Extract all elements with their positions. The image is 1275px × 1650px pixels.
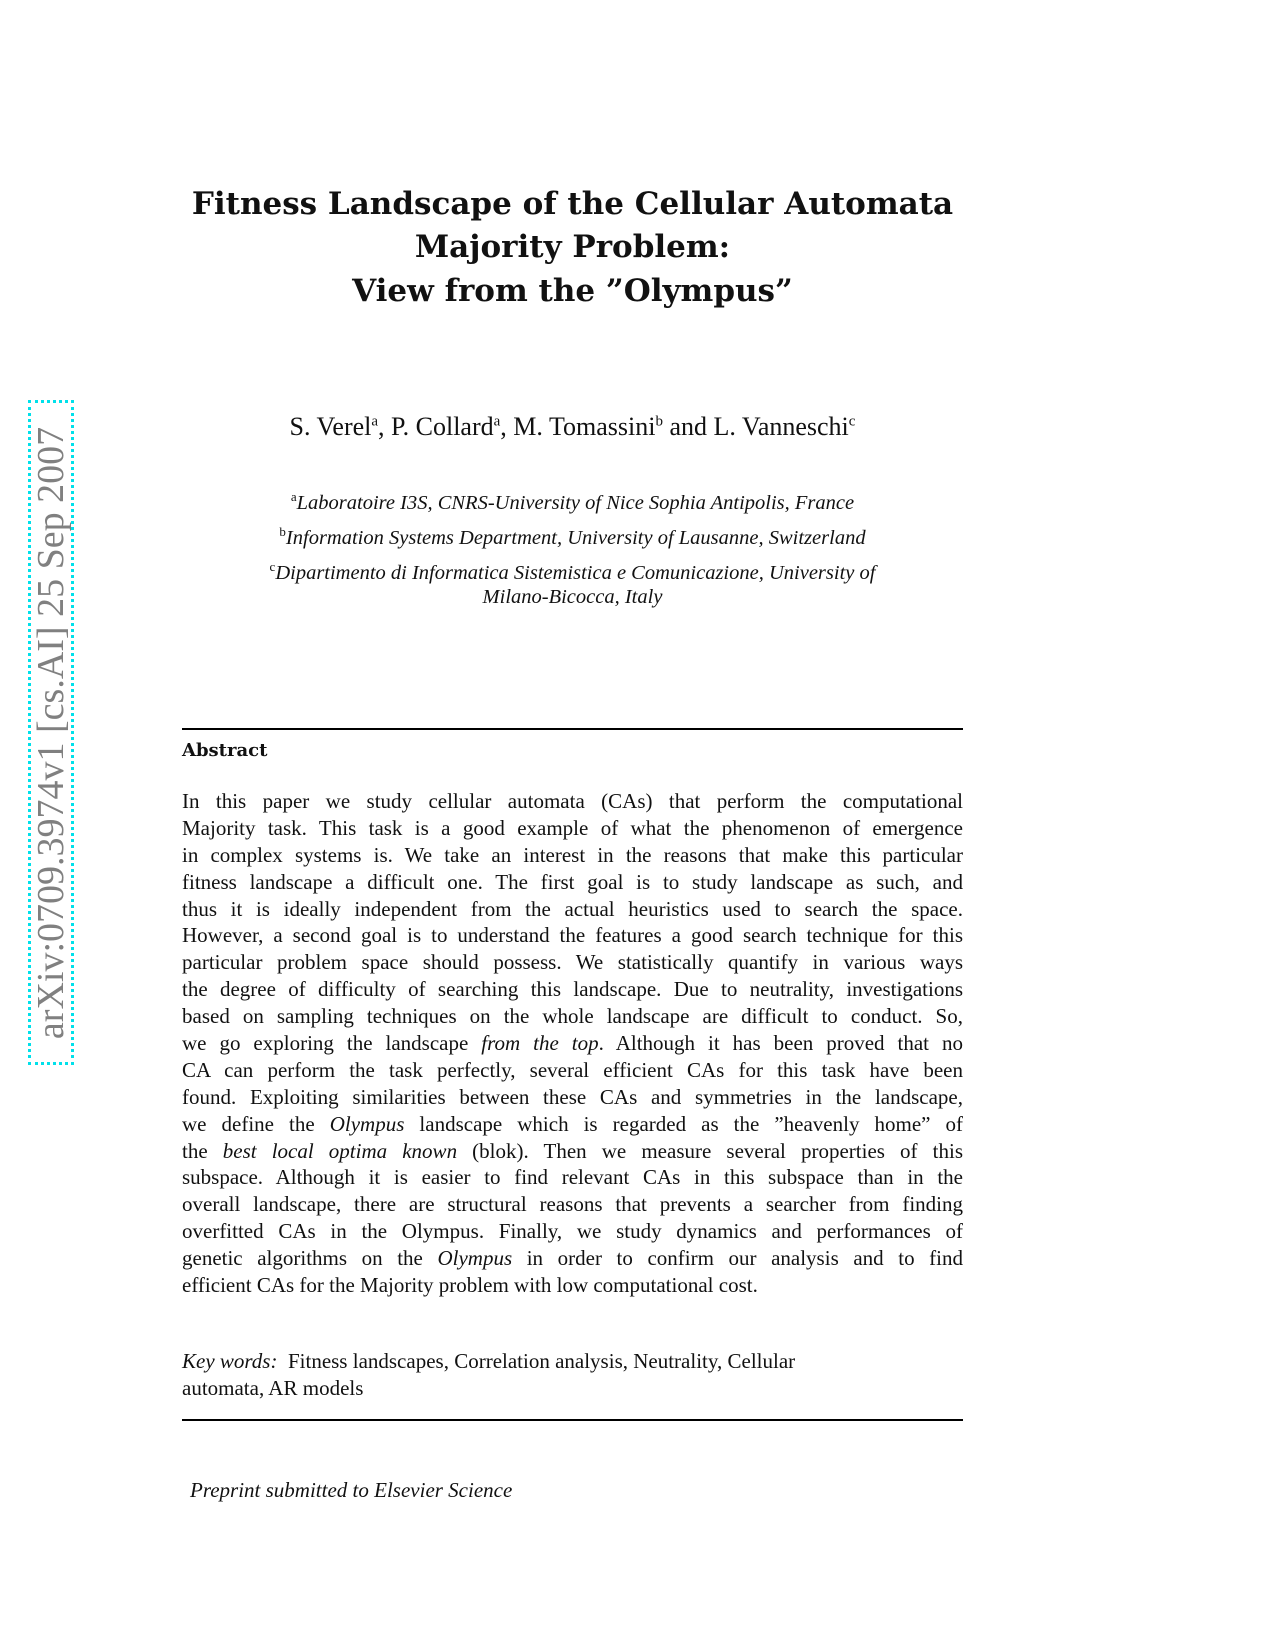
- affiliation-c-continued: Milano-Bicocca, Italy: [482, 586, 663, 608]
- affiliation-mark: a: [493, 413, 501, 430]
- abstract-line: [182, 842, 963, 869]
- abstract-line: [182, 1218, 963, 1245]
- author-name: L. Vanneschi: [713, 412, 849, 441]
- abstract-line: [182, 1272, 963, 1299]
- affiliation-a: [0, 489, 1145, 515]
- abstract-text: the: [182, 1138, 223, 1163]
- top-rule: [182, 728, 963, 730]
- separator: ,: [378, 412, 392, 441]
- abstract-text: the degree of difficulty of searching this landscape. Due to neutrality, investigations: [182, 977, 963, 1002]
- abstract-text: fitness landscape a difficult one. The first goal is to study landscape as such, and: [182, 869, 963, 894]
- affiliation-mark: a: [290, 489, 297, 504]
- title-line-2: Majority Problem:: [414, 229, 731, 265]
- abstract-text: based on sampling techniques on the whole landscape are difficult to conduct. So,: [182, 1004, 963, 1029]
- abstract-body: [182, 788, 963, 1299]
- abstract-text: However, a second goal is to understand the features a good search technique for this: [182, 923, 963, 948]
- abstract-heading: Abstract: [182, 740, 268, 761]
- abstract-text: we define the: [182, 1111, 330, 1136]
- separator: and: [662, 412, 714, 441]
- abstract-line: [182, 1111, 963, 1138]
- abstract-text: efficient CAs for the Majority problem with low computational cost.: [182, 1273, 758, 1298]
- affiliation-mark: b: [279, 524, 286, 539]
- abstract-text: overall landscape, there are structural reasons that prevents a searcher from finding: [182, 1192, 963, 1217]
- abstract-text: subspace. Although it is easier to find relevant CAs in this subspace than in the: [182, 1165, 963, 1190]
- abstract-text: landscape which is regarded as the ”heavenly home” of: [404, 1111, 963, 1136]
- abstract-line: [182, 976, 963, 1003]
- abstract-line: [182, 1164, 963, 1191]
- abstract-text: CA can perform the task perfectly, several efficient CAs for this task have been: [182, 1057, 963, 1082]
- affiliation-mark: c: [269, 559, 276, 574]
- abstract-text: In this paper we study cellular automata (CAs) that perform the computational: [182, 789, 963, 813]
- abstract-text: particular problem space should possess. We statistically quantify in various ways: [182, 950, 963, 975]
- abstract-line: [182, 896, 963, 923]
- abstract-line: [182, 1003, 963, 1030]
- author-name: M. Tomassini: [513, 412, 656, 441]
- affiliation-text: Dipartimento di Informatica Sistemistica e Comunicazione, University of: [275, 561, 876, 584]
- emphasis-text: Olympus: [437, 1246, 513, 1271]
- abstract-line: [182, 922, 963, 949]
- bottom-rule: [182, 1419, 963, 1421]
- abstract-line: [182, 788, 963, 815]
- abstract-text: in order to confirm our analysis and to find: [512, 1246, 963, 1271]
- abstract-line: [182, 869, 963, 896]
- author-list: [0, 412, 1145, 442]
- keywords-text-continued: automata, AR models: [182, 1376, 364, 1400]
- keywords-label: Key words:: [182, 1349, 278, 1373]
- keywords-text: Fitness landscapes, Correlation analysis, Neutrality, Cellular: [287, 1349, 796, 1373]
- abstract-text: in complex systems is. We take an interest in the reasons that make this particular: [182, 842, 963, 867]
- abstract-text: thus it is ideally independent from the actual heuristics used to search the space.: [182, 896, 963, 921]
- abstract-text: overfitted CAs in the Olympus. Finally, we study dynamics and performances of: [182, 1219, 963, 1244]
- author-name: P. Collard: [391, 412, 494, 441]
- separator: ,: [500, 412, 514, 441]
- emphasis-text: Olympus: [329, 1111, 405, 1136]
- emphasis-text: from the top: [481, 1031, 599, 1056]
- abstract-text: (blok). Then we measure several properties of this: [457, 1138, 963, 1163]
- abstract-line: [182, 1030, 963, 1057]
- affiliation-text: Information Systems Department, University of Lausanne, Switzerland: [285, 526, 866, 549]
- abstract-text: found. Exploiting similarities between these CAs and symmetries in the landscape,: [182, 1084, 963, 1109]
- abstract-text: we go exploring the landscape: [182, 1031, 482, 1056]
- affiliation-mark: a: [371, 413, 379, 430]
- abstract-line: [182, 1084, 963, 1111]
- abstract-line: [182, 815, 963, 842]
- author-name: S. Verel: [289, 412, 372, 441]
- abstract-line: [182, 1138, 963, 1165]
- abstract-text: genetic algorithms on the: [182, 1246, 438, 1271]
- affiliation-c: [0, 559, 1145, 585]
- abstract-line: [182, 1191, 963, 1218]
- keywords: [182, 1348, 963, 1402]
- affiliation-mark: b: [655, 413, 663, 430]
- abstract-line: [182, 949, 963, 976]
- emphasis-text: best local optima known: [222, 1138, 458, 1163]
- affiliation-b: [0, 524, 1145, 550]
- abstract-line: [182, 1057, 963, 1084]
- arxiv-id: arXiv:0709.3974v1 [cs.AI] 25 Sep 2007: [30, 426, 72, 1039]
- abstract-text: Majority task. This task is a good example of what the phenomenon of emergence: [182, 815, 963, 840]
- abstract-line: [182, 1245, 963, 1272]
- title-line-3: View from the ”Olympus”: [352, 273, 793, 309]
- affiliation-mark: c: [848, 413, 856, 430]
- preprint-footer: Preprint submitted to Elsevier Science: [190, 1478, 513, 1502]
- affiliation-text: Laboratoire I3S, CNRS-University of Nice Sophia Antipolis, France: [296, 491, 855, 514]
- title-line-1: Fitness Landscape of the Cellular Automata: [191, 186, 954, 222]
- abstract-text: . Although it has been proved that no: [598, 1031, 963, 1056]
